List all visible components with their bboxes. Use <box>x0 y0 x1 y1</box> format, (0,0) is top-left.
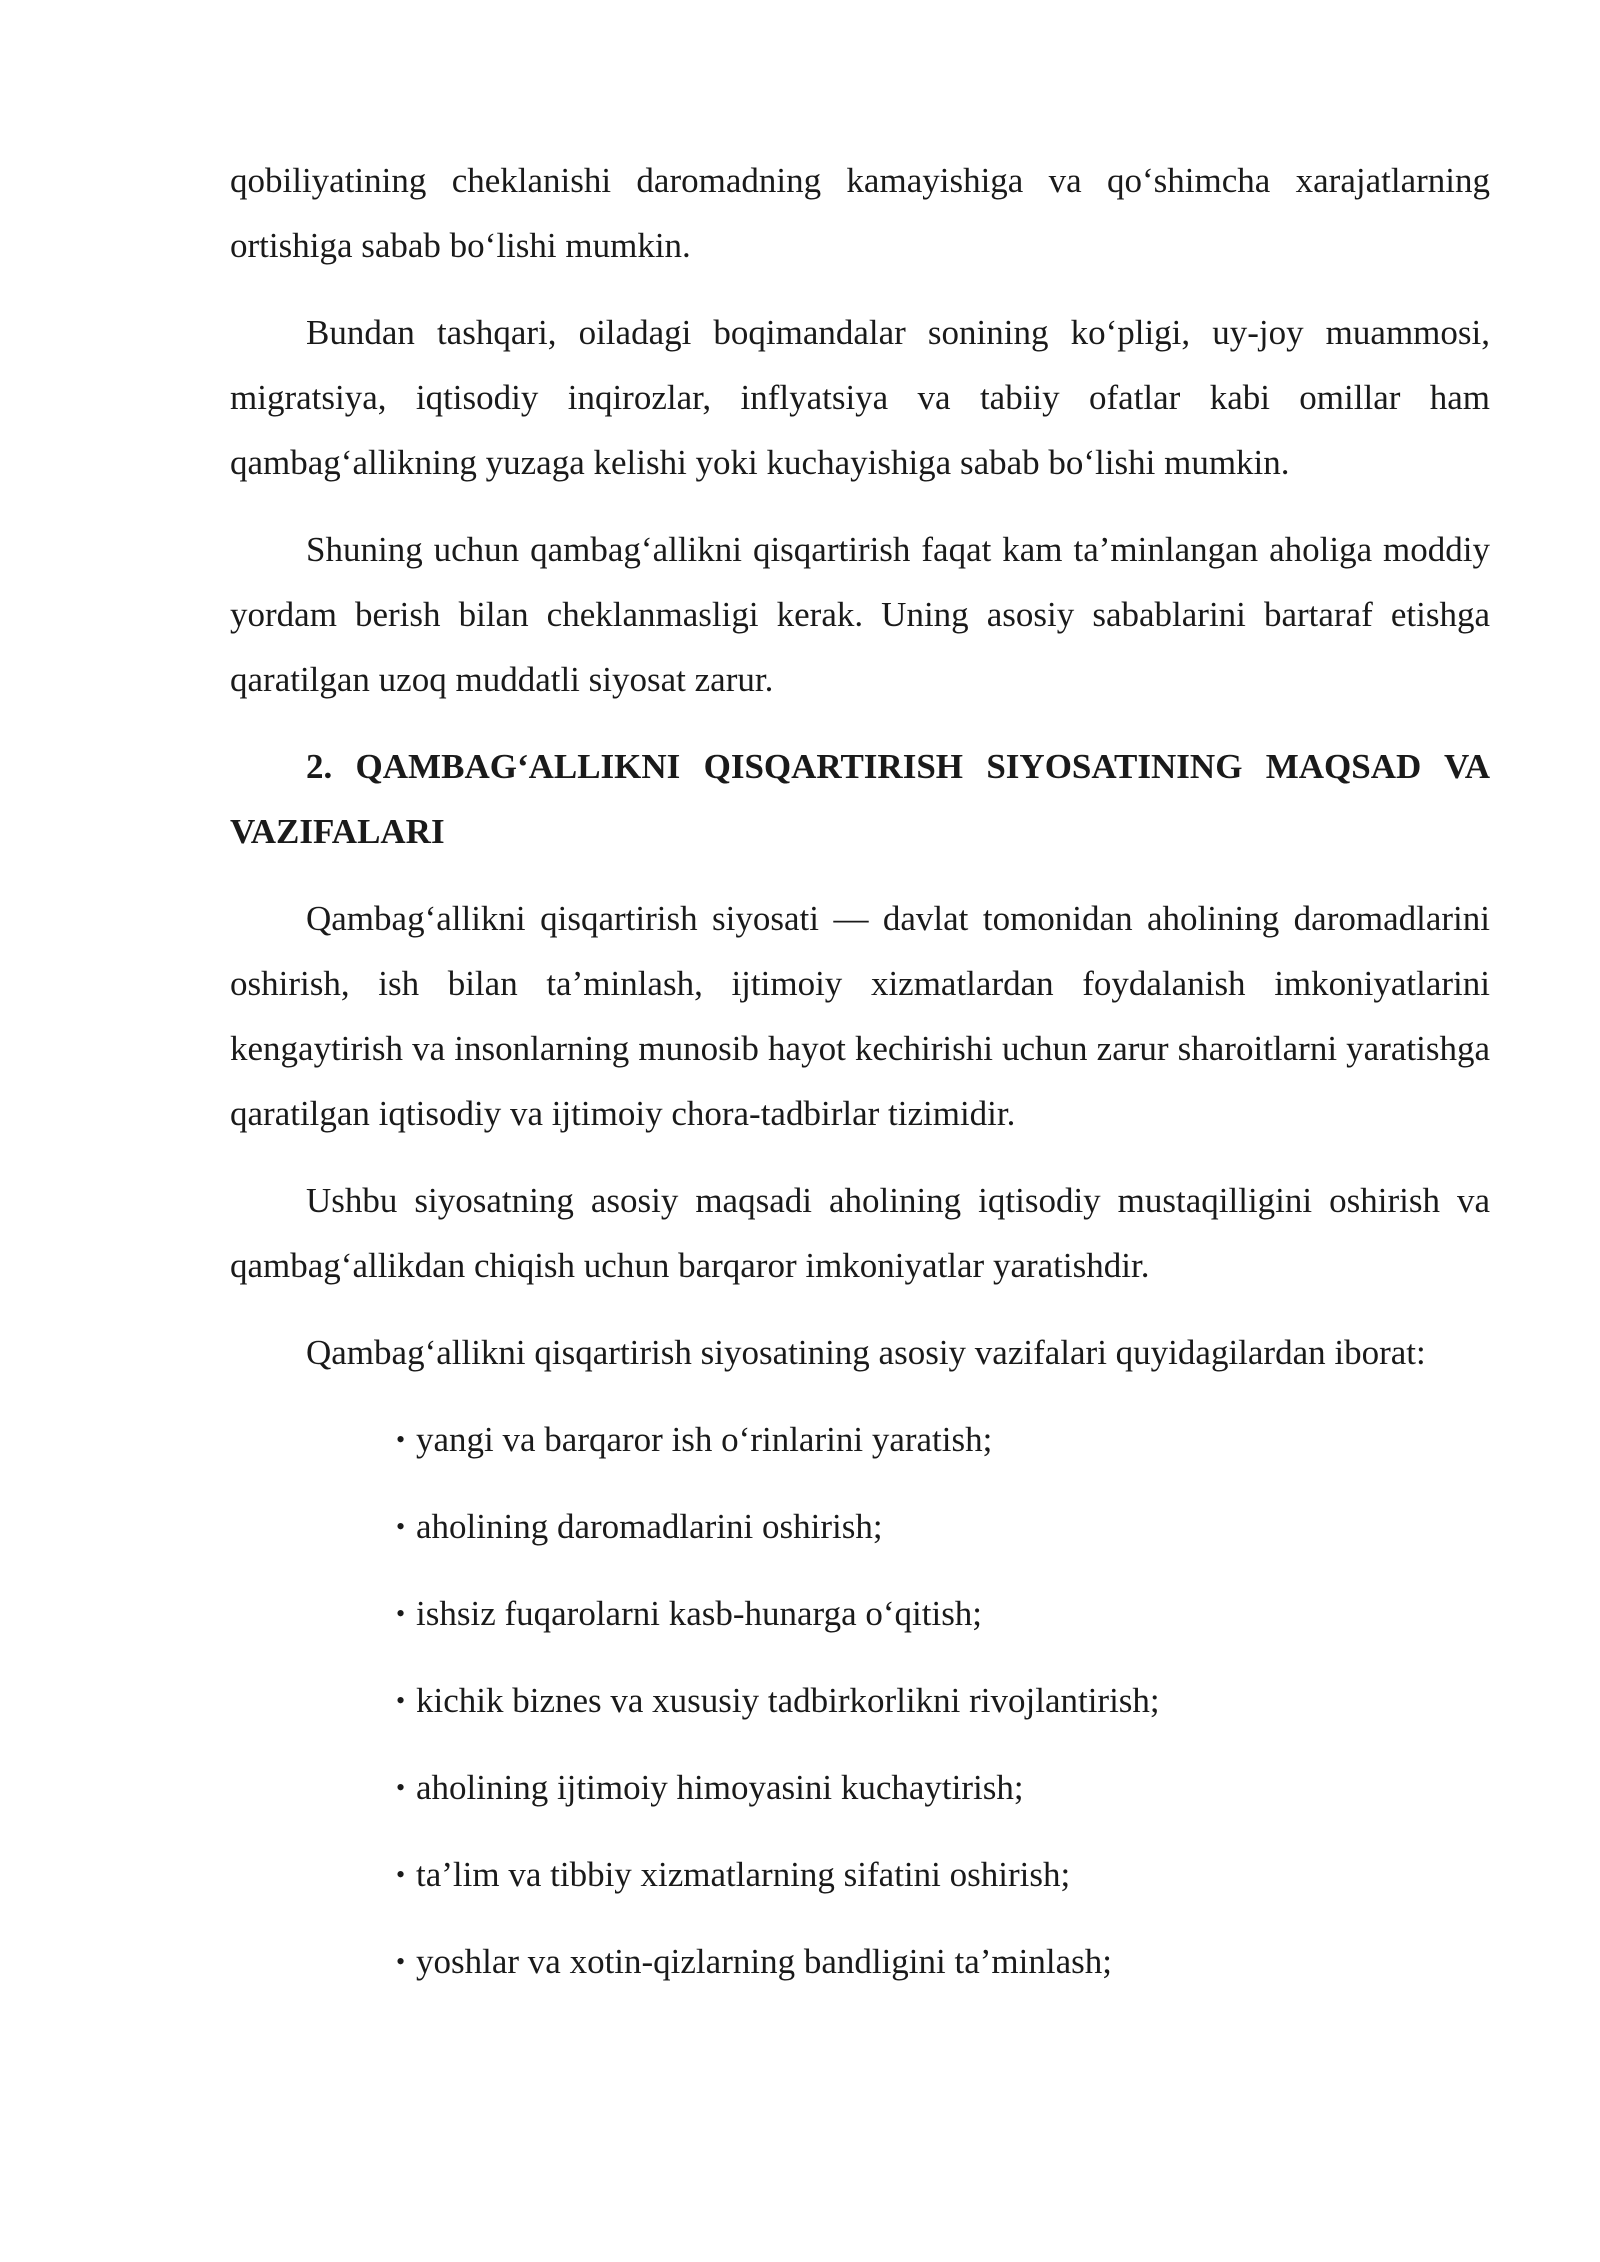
paragraph-4: Qambag‘allikni qisqartirish siyosati — davlat tomonidan aholining daromadlarini oshirish, ish bilan ta’minlash, ijtimoiy xizmatlardan foydalanish imkoniyatlarini kengaytirish va insonlarning munosib hayot kechirishi uchun zarur sharoitlarni yaratishga qaratilgan iqtisodiy va ijtimoiy chora-tadbirlar tizimidir. <box>230 899 1490 1133</box>
task-list <box>230 1407 1490 2016</box>
list-item-text: ishsiz fuqarolarni kasb-hunarga o‘qitish; <box>416 1594 983 1633</box>
list-item <box>396 1494 1490 1581</box>
list-item <box>396 1581 1490 1668</box>
list-item <box>396 1668 1490 1755</box>
list-item-text: yangi va barqaror ish o‘rinlarini yaratish; <box>416 1420 993 1459</box>
list-item-text: aholining daromadlarini oshirish; <box>416 1507 883 1546</box>
list-item <box>396 1929 1490 2016</box>
bullet-icon: • <box>396 1686 406 1715</box>
paragraph-1: qobiliyatining cheklanishi daromadning kamayishiga va qo‘shimcha xarajatlarning ortishiga sabab bo‘lishi mumkin. <box>230 161 1490 265</box>
list-item-text: ta’lim va tibbiy xizmatlarning sifatini oshirish; <box>416 1855 1071 1894</box>
list-item <box>396 1842 1490 1929</box>
section-heading: 2. QAMBAG‘ALLIKNI QISQARTIRISH SIYOSATINING MAQSAD VA VAZIFALARI <box>230 747 1490 851</box>
bullet-icon: • <box>396 1425 406 1454</box>
paragraph-6: Qambag‘allikni qisqartirish siyosatining asosiy vazifalari quyidagilardan iborat: <box>306 1333 1426 1372</box>
bullet-icon: • <box>396 1860 406 1889</box>
bullet-icon: • <box>396 1773 406 1802</box>
document-page <box>230 148 1490 2016</box>
list-item-text: aholining ijtimoiy himoyasini kuchaytirish; <box>416 1768 1024 1807</box>
paragraph-5: Ushbu siyosatning asosiy maqsadi aholining iqtisodiy mustaqilligini oshirish va qambag‘allikdan chiqish uchun barqaror imkoniyatlar yaratishdir. <box>230 1181 1490 1285</box>
list-item-text: yoshlar va xotin-qizlarning bandligini ta’minlash; <box>416 1942 1112 1981</box>
list-item <box>396 1755 1490 1842</box>
paragraph-3: Shuning uchun qambag‘allikni qisqartirish faqat kam ta’minlangan aholiga moddiy yordam berish bilan cheklanmasligi kerak. Uning asosiy sabablarini bartaraf etishga qaratilgan uzoq muddatli siyosat zarur. <box>230 530 1490 699</box>
bullet-icon: • <box>396 1947 406 1976</box>
paragraph-2: Bundan tashqari, oiladagi boqimandalar sonining ko‘pligi, uy-joy muammosi, migratsiya, iqtisodiy inqirozlar, inflyatsiya va tabiiy ofatlar kabi omillar ham qambag‘allikning yuzaga kelishi yoki kuchayishiga sabab bo‘lishi mumkin. <box>230 313 1490 482</box>
bullet-icon: • <box>396 1599 406 1628</box>
list-item-text: kichik biznes va xususiy tadbirkorlikni rivojlantirish; <box>416 1681 1160 1720</box>
list-item <box>396 1407 1490 1494</box>
bullet-icon: • <box>396 1512 406 1541</box>
